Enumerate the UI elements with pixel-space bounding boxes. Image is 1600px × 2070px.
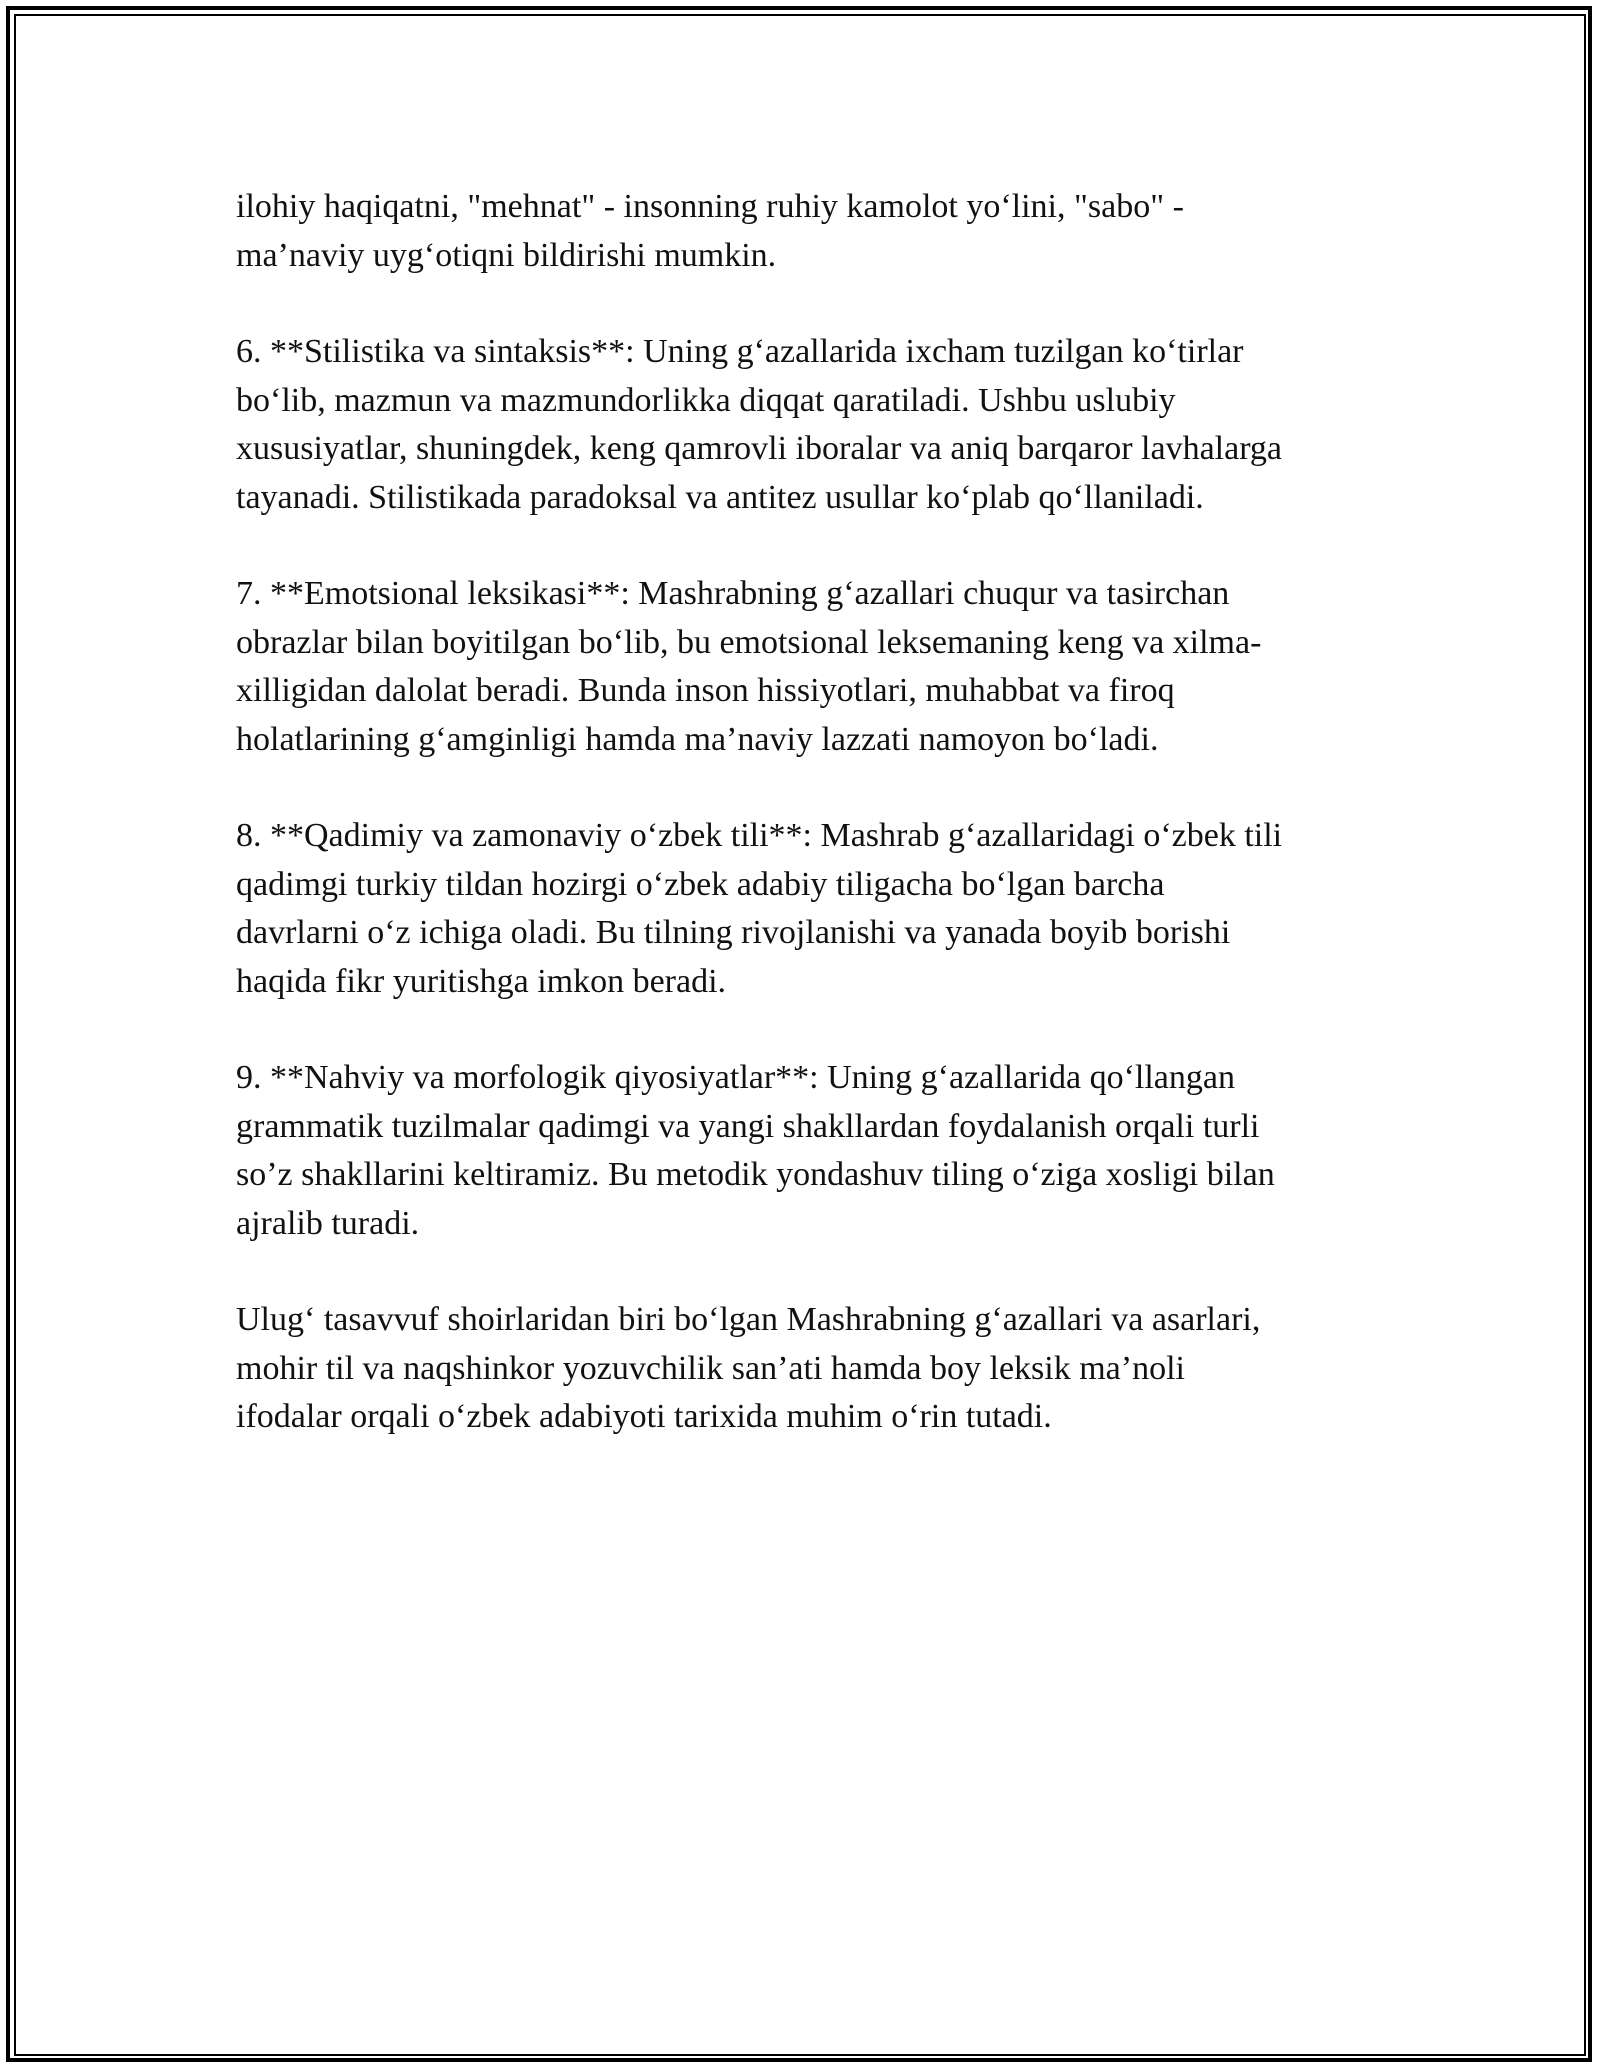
text-line: so’z shakllarini keltiramiz. Bu metodik yondashuv tiling o‘ziga xosligi bilan (236, 1156, 1275, 1193)
document-body (236, 183, 1396, 1490)
text-line: ifodalar orqali o‘zbek adabiyoti tarixida muhim o‘rin tutadi. (236, 1398, 1052, 1435)
text-line: qadimgi turkiy tildan hozirgi o‘zbek adabiy tiligacha bo‘lgan barcha (236, 865, 1165, 903)
text-line: mohir til va naqshinkor yozuvchilik san’ati hamda boy leksik ma’noli (236, 1349, 1185, 1387)
text-line: holatlarining g‘amginligi hamda ma’naviy lazzati namoyon bo‘ladi. (236, 720, 1159, 758)
text-line: ilohiy haqiqatni, "mehnat" - insonning ruhiy kamolot yo‘lini, "sabo" - (236, 188, 1184, 225)
text-line: ma’naviy uyg‘otiqni bildirishi mumkin. (236, 236, 777, 274)
paragraph-conclusion (236, 1296, 1396, 1442)
text-line: 8. **Qadimiy va zamonaviy o‘zbek tili**: Mashrab g‘azallaridagi o‘zbek tili (236, 817, 1283, 854)
text-line: davrlarni o‘z ichiga oladi. Bu tilning rivojlanishi va yanada boyib borishi (236, 914, 1231, 951)
paragraph-item-7 (236, 570, 1396, 764)
text-line: 9. **Nahviy va morfologik qiyosiyatlar**: Uning g‘azallarida qo‘llangan (236, 1059, 1235, 1096)
paragraph-item-8 (236, 812, 1396, 1006)
text-line: obrazlar bilan boyitilgan bo‘lib, bu emotsional leksemaning keng va xilma- (236, 623, 1262, 661)
paragraph-item-9 (236, 1054, 1396, 1248)
text-line: tayanadi. Stilistikada paradoksal va antitez usullar ko‘plab qo‘llaniladi. (236, 478, 1204, 516)
text-line: ajralib turadi. (236, 1204, 420, 1242)
text-line: 6. **Stilistika va sintaksis**: Uning g‘azallarida ixcham tuzilgan ko‘tirlar (236, 333, 1244, 370)
paragraph-item-6 (236, 328, 1396, 522)
text-line: xususiyatlar, shuningdek, keng qamrovli iboralar va aniq barqaror lavhalarga (236, 430, 1283, 467)
text-line: bo‘lib, mazmun va mazmundorlikka diqqat qaratiladi. Ushbu uslubiy (236, 381, 1176, 419)
text-line: xilligidan dalolat beradi. Bunda inson hissiyotlari, muhabbat va firoq (236, 672, 1175, 709)
text-line: haqida fikr yuritishga imkon beradi. (236, 962, 727, 1000)
text-line: Ulug‘ tasavvuf shoirlaridan biri bo‘lgan Mashrabning g‘azallari va asarlari, (236, 1301, 1261, 1338)
text-line: grammatik tuzilmalar qadimgi va yangi shakllardan foydalanish orqali turli (236, 1107, 1260, 1145)
text-line: 7. **Emotsional leksikasi**: Mashrabning g‘azallari chuqur va tasirchan (236, 575, 1230, 612)
paragraph-intro-continuation (236, 183, 1396, 280)
